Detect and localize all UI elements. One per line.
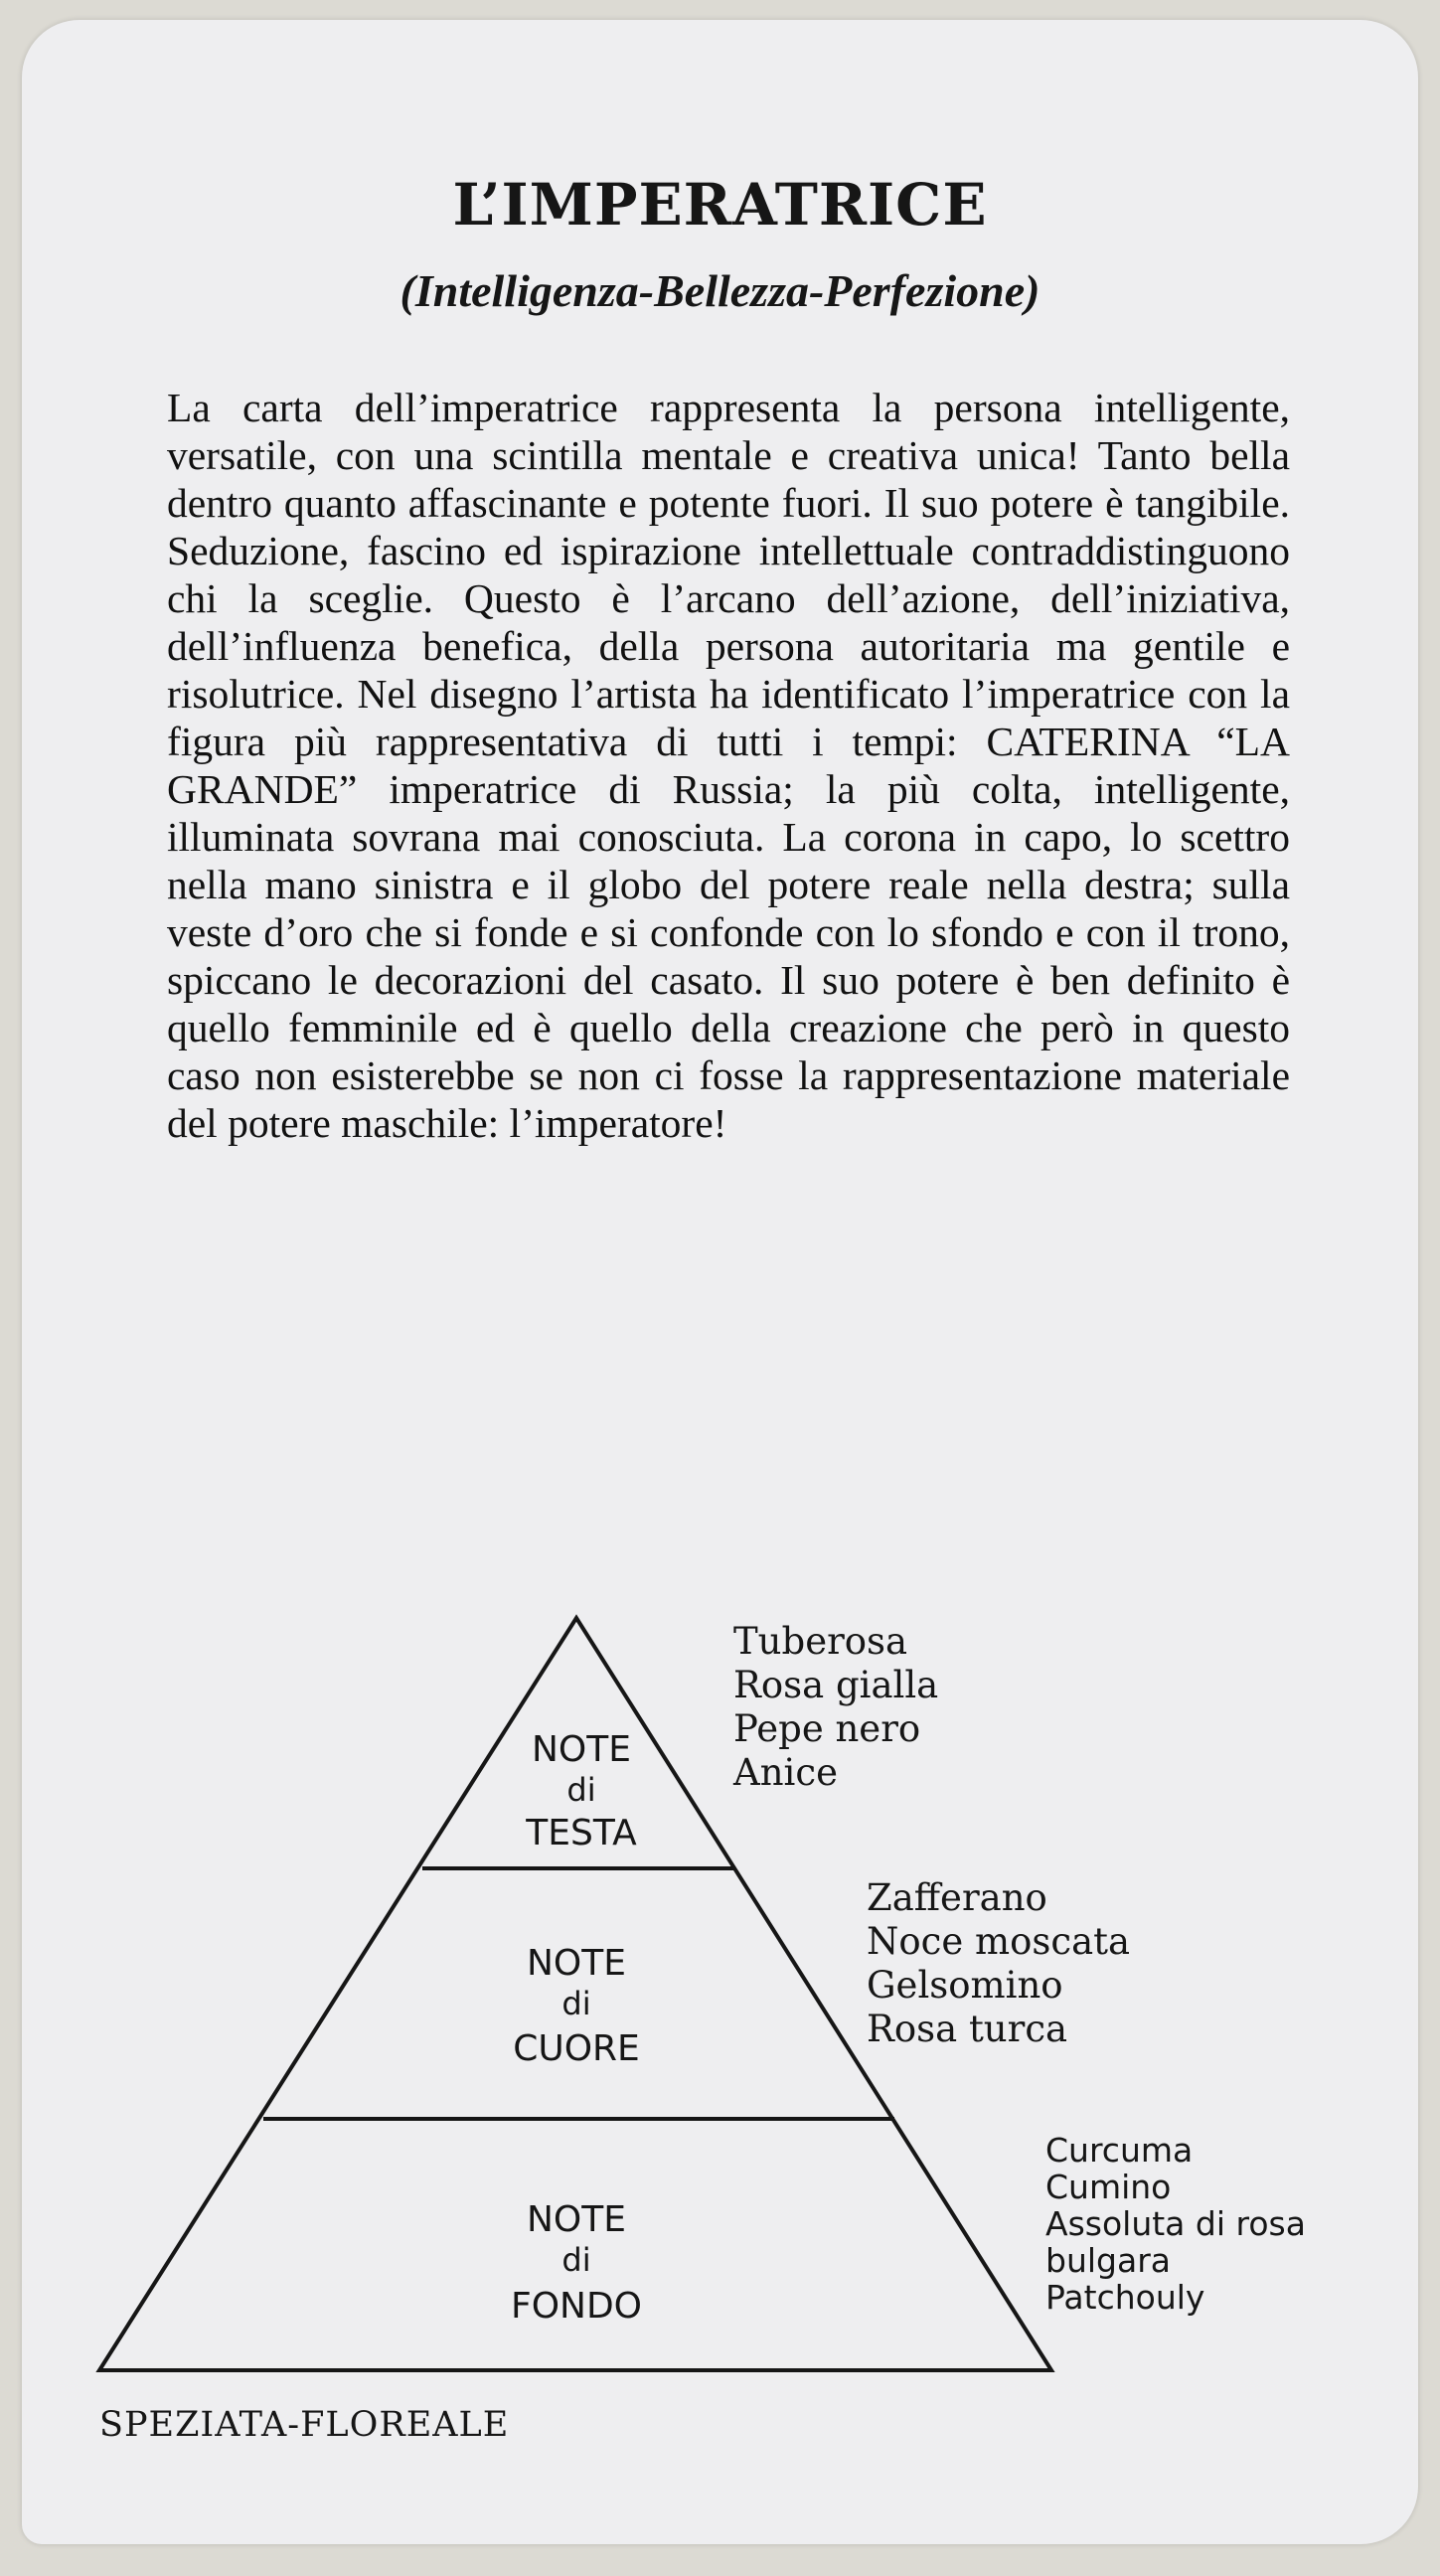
- heart-note-item: Rosa turca: [867, 2008, 1068, 2050]
- top-tier-label-di: di: [566, 1771, 596, 1809]
- base-note-item: Assoluta di rosa: [1045, 2204, 1306, 2243]
- heart-tier-label-cuore: CUORE: [513, 2028, 640, 2069]
- base-tier-label-fondo: FONDO: [510, 2286, 643, 2327]
- top-note-item: Rosa gialla: [733, 1664, 939, 1706]
- base-notes-list: [1045, 2132, 1306, 2316]
- base-note-item: Curcuma: [1045, 2131, 1194, 2170]
- card-title: L’IMPERATRICE: [452, 171, 988, 239]
- heart-notes-list: [867, 1876, 1130, 2051]
- base-tier-label-note: NOTE: [526, 2199, 627, 2240]
- heart-note-item: Gelsomino: [867, 1964, 1063, 2007]
- card-description: La carta dell’imperatrice rappresenta la persona intelligente, versatile, con una scintilla mentale e creativa unica! Tanto bella dentro quanto affascinante e potente fuori. Il suo potere è tangibile. Seduzione, fascino ed ispirazione intellettuale contraddistinguono chi la sceglie. Questo è l’arcano dell’azione, dell’iniziativa, dell’influenza benefica, della persona autoritaria ma gentile e risolutrice. Nel disegno l’artista ha identificato l’imperatrice con la figura più rappresentativa di tutti i tempi: CATERINA “LA GRANDE” imperatrice di Russia; la più colta, intelligente, illuminata sovrana mai conosciuta. La corona in capo, lo scettro nella mano sinistra e il globo del potere reale nella destra; sulla veste d’oro che si fonde e si confonde con lo sfondo e con il trono, spiccano le decorazioni del casato. Il suo potere è ben definito è quello femminile ed è quello della creazione che però in questo caso non esisterebbe se non ci fosse la rappresentazione materiale del potere maschile: l’imperatore!: [167, 385, 1290, 1146]
- base-note-item: Cumino: [1045, 2168, 1172, 2206]
- heart-tier-label-di: di: [561, 1985, 591, 2022]
- top-note-item: Tuberosa: [733, 1620, 908, 1663]
- top-note-item: Pepe nero: [733, 1707, 921, 1750]
- top-notes-list: [733, 1620, 938, 1795]
- base-tier-label-di: di: [561, 2241, 591, 2279]
- heart-tier-label-note: NOTE: [526, 1943, 627, 1984]
- top-tier-label-note: NOTE: [531, 1729, 632, 1770]
- top-note-item: Anice: [733, 1751, 839, 1794]
- top-tier-label-testa: TESTA: [526, 1813, 637, 1853]
- base-note-item: bulgara: [1045, 2241, 1171, 2280]
- heart-note-item: Noce moscata: [867, 1920, 1131, 1963]
- fragrance-family: SPEZIATA-FLOREALE: [99, 2405, 510, 2445]
- heart-note-item: Zafferano: [867, 1876, 1047, 1919]
- base-note-item: Patchouly: [1045, 2278, 1205, 2317]
- card-subtitle: (Intelligenza-Bellezza-Perfezione): [400, 265, 1040, 316]
